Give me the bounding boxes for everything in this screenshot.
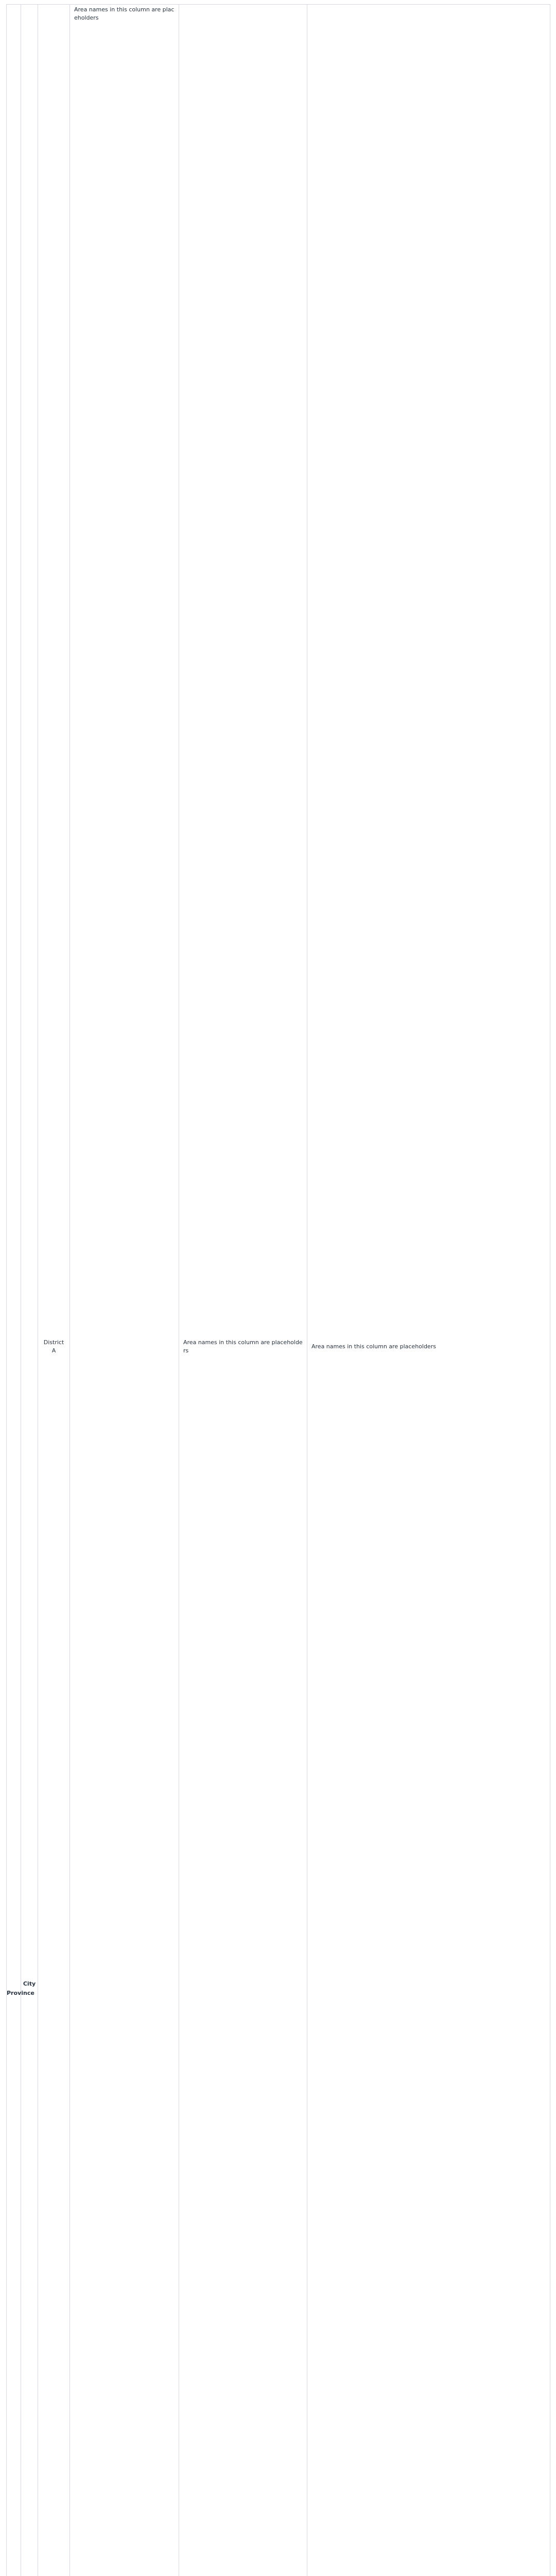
- table-row: [7, 5, 550, 2576]
- low-risk-cell: [307, 5, 550, 2576]
- district-label: District A: [43, 1338, 66, 1354]
- mid-risk-cell: [179, 5, 307, 2576]
- low-risk-text: Area names in this column are placeholders: [311, 1343, 436, 1350]
- high-risk-text: Area names in this column are placeholders: [74, 6, 175, 21]
- top-strip: [0, 0, 556, 4]
- city-label: City: [23, 1980, 36, 1987]
- city-cell: [21, 5, 38, 2576]
- mid-risk-text: Area names in this column are placeholders: [183, 1338, 303, 1354]
- high-risk-cell: [70, 5, 179, 2576]
- province-label: Province: [7, 1990, 34, 1996]
- district-cell: [38, 5, 70, 2576]
- risk-area-table: [6, 4, 550, 2576]
